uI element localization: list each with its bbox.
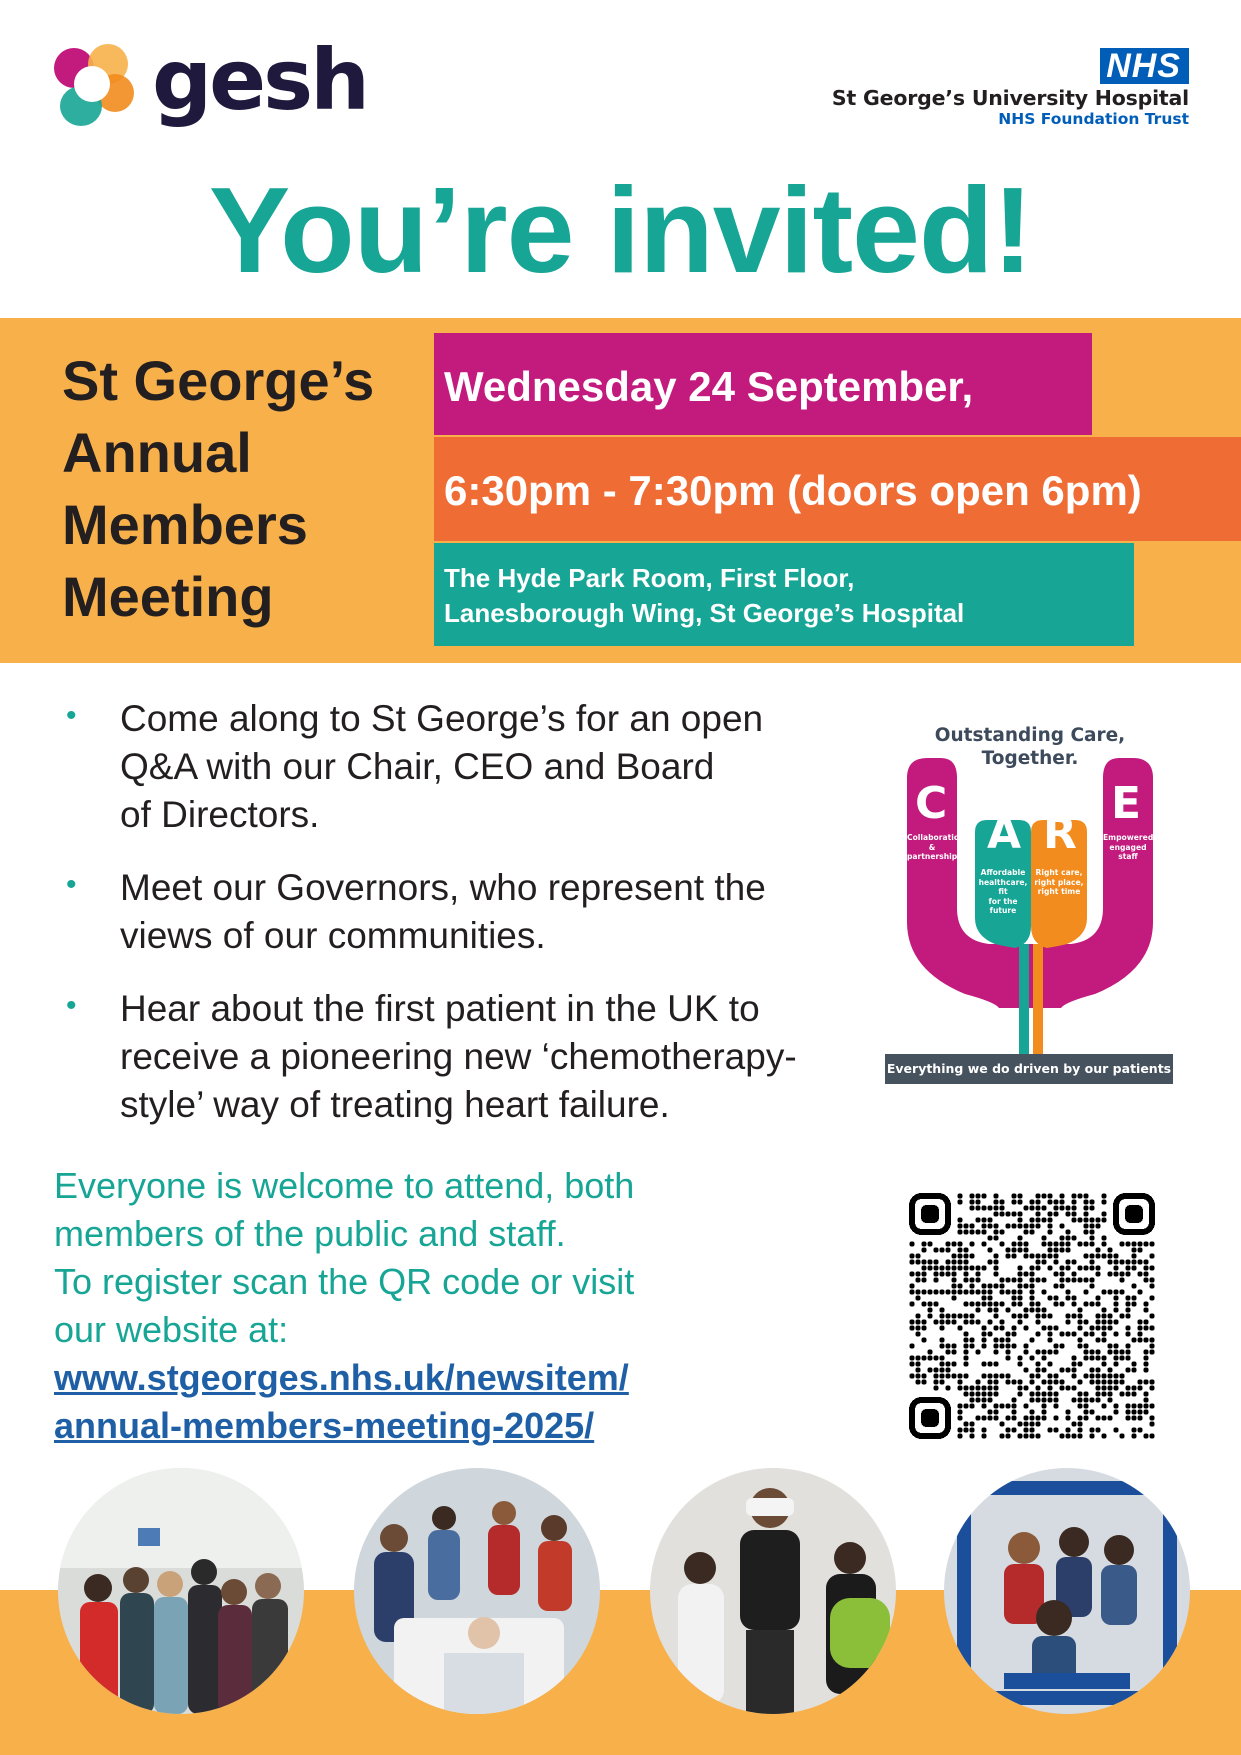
list-item: • Come along to St George’s for an open Q&A with our Chair, CEO and Board of Directors. bbox=[58, 695, 868, 839]
nhs-trust-logo bbox=[769, 48, 1189, 128]
meeting-title-line: St George’s bbox=[62, 349, 375, 412]
meeting-title bbox=[62, 345, 422, 633]
care-letter-e: E bbox=[1111, 778, 1142, 829]
event-time: 6:30pm - 7:30pm (doors open 6pm) bbox=[434, 437, 1241, 541]
trust-name: NHS Foundation Trust bbox=[998, 110, 1189, 128]
hospital-name: St George’s University Hospital bbox=[831, 86, 1189, 110]
photo-vr-headset bbox=[650, 1468, 896, 1714]
list-item: • Hear about the first patient in the UK to receive a pioneering new ‘chemotherapy- style’ way of treating heart failure. bbox=[58, 985, 868, 1129]
care-tagline: Everything we do driven by our patients bbox=[885, 1054, 1173, 1084]
photo-staff-group bbox=[58, 1468, 304, 1714]
photo-patient-celebration bbox=[354, 1468, 600, 1714]
registration-link[interactable]: annual-members-meeting-2025/ bbox=[54, 1405, 595, 1446]
gesh-logo-mark-icon bbox=[50, 42, 136, 128]
care-caption-e: Empowered, engaged staff bbox=[1103, 833, 1157, 861]
venue-line: Lanesborough Wing, St George’s Hospital bbox=[444, 598, 965, 628]
bullet-icon: • bbox=[66, 868, 77, 901]
care-values-logo bbox=[885, 708, 1175, 1084]
registration-info bbox=[54, 1162, 754, 1450]
event-date: Wednesday 24 September, bbox=[434, 333, 1092, 435]
care-caption-c: Collaboration & partnership bbox=[907, 833, 965, 861]
registration-text: Everyone is welcome to attend, both bbox=[54, 1165, 635, 1206]
bullet-icon: • bbox=[66, 989, 77, 1022]
gesh-logo-text: gesh bbox=[152, 31, 367, 129]
venue-line: The Hyde Park Room, First Floor, bbox=[444, 563, 855, 593]
event-venue bbox=[434, 543, 1134, 646]
care-caption-a: Affordable healthcare, fit for the future bbox=[978, 868, 1028, 915]
registration-text: members of the public and staff. bbox=[54, 1213, 566, 1254]
photo-photo-booth bbox=[944, 1468, 1190, 1714]
headline: You’re invited! bbox=[208, 162, 1033, 298]
highlights-list bbox=[58, 695, 868, 1154]
care-letter-r: R bbox=[1043, 808, 1077, 859]
bullet-icon: • bbox=[66, 699, 77, 732]
meeting-title-line: Annual bbox=[62, 421, 252, 484]
care-heading: Outstanding Care, Together. bbox=[934, 725, 1126, 769]
care-caption-r: Right care, right place, right time bbox=[1034, 868, 1084, 896]
registration-link[interactable]: www.stgeorges.nhs.uk/newsitem/ bbox=[54, 1357, 629, 1398]
meeting-title-line: Meeting bbox=[62, 565, 274, 628]
gesh-logo bbox=[50, 31, 367, 130]
care-letter-a: A bbox=[987, 808, 1022, 859]
registration-qr-code[interactable] bbox=[909, 1193, 1155, 1439]
care-letter-c: C bbox=[915, 778, 948, 829]
registration-text: To register scan the QR code or visit bbox=[54, 1261, 635, 1302]
meeting-title-line: Members bbox=[62, 493, 308, 556]
list-item: • Meet our Governors, who represent the views of our communities. bbox=[58, 864, 868, 960]
nhs-badge: NHS bbox=[1100, 48, 1189, 84]
registration-text: our website at: bbox=[54, 1309, 289, 1350]
